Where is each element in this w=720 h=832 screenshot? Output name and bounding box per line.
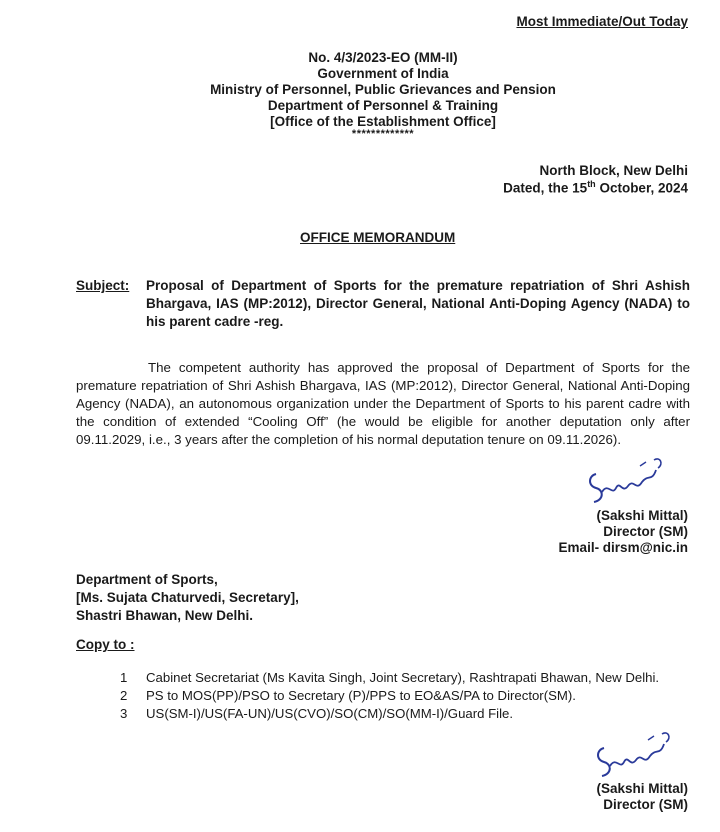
signature-mark	[590, 728, 686, 784]
list-item	[120, 705, 694, 722]
list-item-text: Cabinet Secretariat (Ms Kavita Singh, Joint Secretary), Rashtrapati Bhawan, New Delhi.	[146, 670, 660, 685]
list-item-number: 2	[120, 688, 128, 703]
signatory2-name: (Sakshi Mittal)	[596, 781, 688, 796]
signatory-designation: Director (SM)	[603, 524, 688, 539]
ministry-line: Ministry of Personnel, Public Grievances and Pension	[210, 82, 556, 97]
signature-mark	[582, 452, 682, 510]
body-paragraph: The competent authority has approved the proposal of Department of Sports for the premature repatriation of Shri Ashish Bhargava, IAS (MP:2012), Director General, National Anti-Doping Agency (NADA), an autonomous organization under the Department of Sports to his parent cadre with the condition of extended “Cooling Off” (he would be eligible for another deputation only after 09.11.2029, i.e., 3 years after the completion of his normal deputation tenure on 09.11.2026).	[76, 360, 690, 447]
urgency-marking: Most Immediate/Out Today	[516, 14, 688, 29]
date-line: Dated, the 15th October, 2024	[503, 179, 688, 196]
addressee-block	[76, 571, 299, 625]
list-item-text: PS to MOS(PP)/PSO to Secretary (P)/PPS to EO&AS/PA to Director(SM).	[146, 688, 576, 703]
addressee-line: Department of Sports,	[76, 572, 218, 587]
copy-to-title: Copy to :	[76, 637, 135, 652]
department-line: Department of Personnel & Training	[267, 98, 499, 113]
header-stars: *************	[351, 128, 415, 140]
list-item-number: 1	[120, 670, 128, 685]
office-line: [Office of the Establishment Office]	[270, 114, 496, 129]
list-item-text: US(SM-I)/US(FA-UN)/US(CVO)/SO(CM)/SO(MM-I)/Guard File.	[146, 706, 514, 721]
signatory-name: (Sakshi Mittal)	[596, 508, 688, 523]
place-line: North Block, New Delhi	[539, 163, 688, 178]
addressee-line: Shastri Bhawan, New Delhi.	[76, 608, 254, 623]
file-number: No. 4/3/2023-EO (MM-II)	[308, 50, 458, 65]
copy-to-list	[120, 669, 694, 723]
signatory2-designation: Director (SM)	[603, 797, 688, 812]
memo-title: OFFICE MEMORANDUM	[300, 230, 456, 245]
subject-label: Subject:	[76, 278, 130, 293]
addressee-line: [Ms. Sujata Chaturvedi, Secretary],	[76, 590, 299, 605]
list-item	[120, 669, 694, 686]
government-line: Government of India	[317, 66, 449, 81]
signatory-email: Email- dirsm@nic.in	[558, 540, 688, 555]
subject-text: Proposal of Department of Sports for the premature repatriation of Shri Ashish Bhargava, IAS (MP:2012), Director General, National Anti-Doping Agency (NADA) to his parent cadre -reg.	[146, 278, 690, 329]
list-item-number: 3	[120, 706, 128, 721]
list-item	[120, 687, 694, 704]
